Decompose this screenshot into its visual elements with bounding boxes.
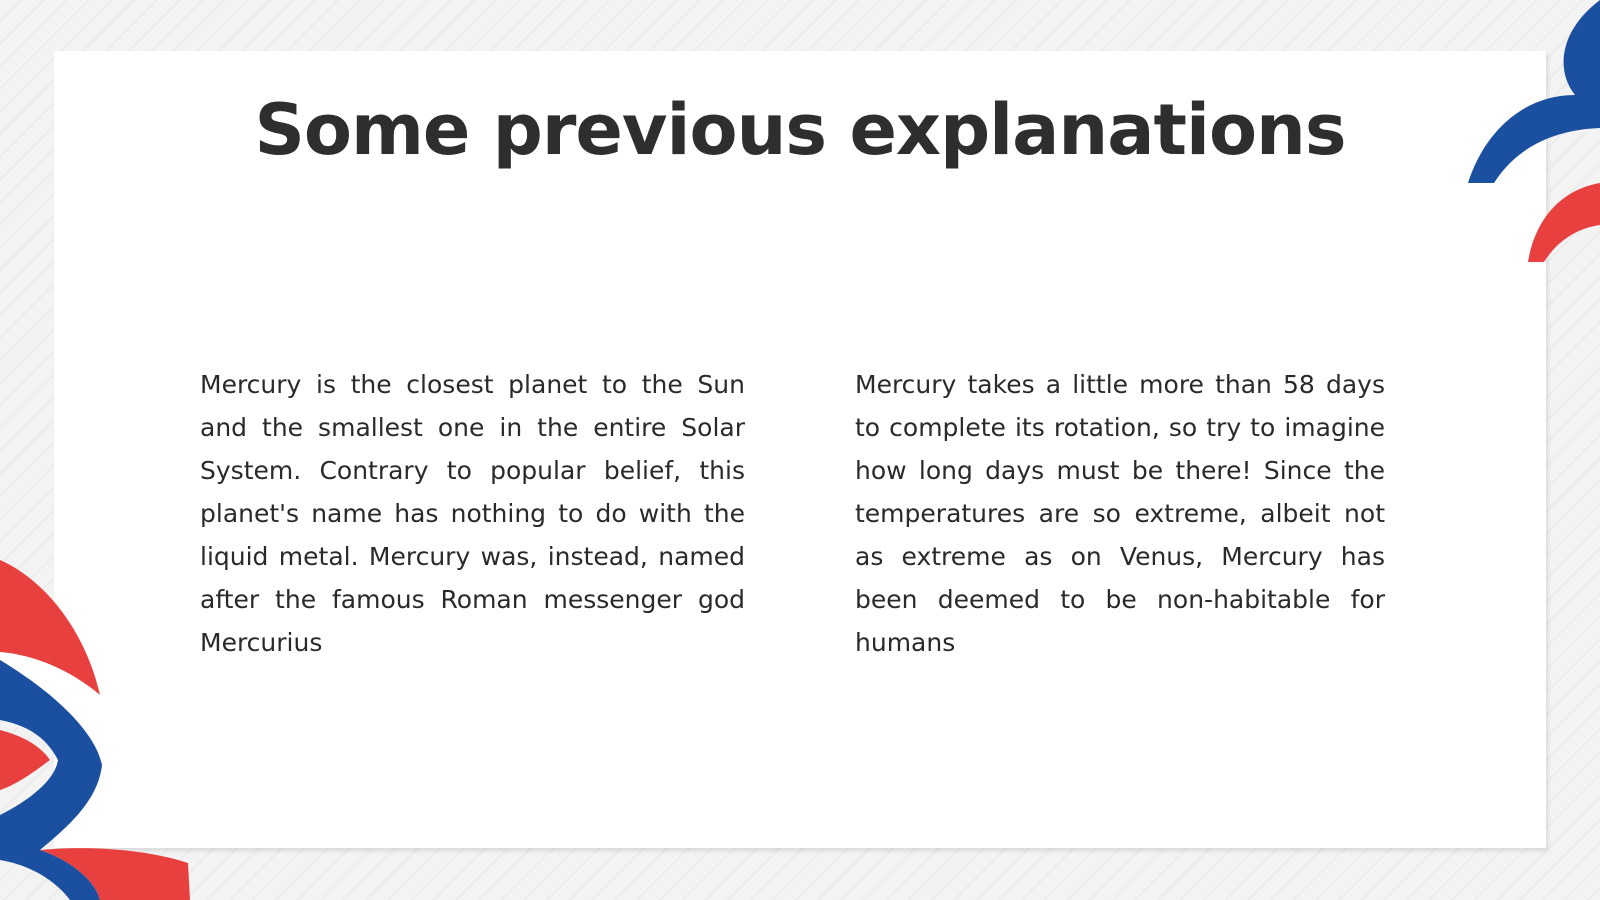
ribbon-red-top-right	[1528, 183, 1600, 262]
ribbon-decoration-bottom-left	[0, 560, 200, 900]
slide-title: Some previous explanations	[254, 89, 1346, 171]
paragraph-left: Mercury is the closest planet to the Sun and the smallest one in the entire Solar System. Contrary to popular belief, this planet's name has nothing to do with the liquid metal. Mercury was, instead, named after the famous Roman messenger god Mercurius	[200, 370, 745, 657]
paragraph-right: Mercury takes a little more than 58 days to complete its rotation, so try to imagine how long days must be there! Since the temperatures are so extreme, albeit not as extreme as on Venus, Mercury has been deemed to be non-habitable for humans	[855, 370, 1385, 657]
